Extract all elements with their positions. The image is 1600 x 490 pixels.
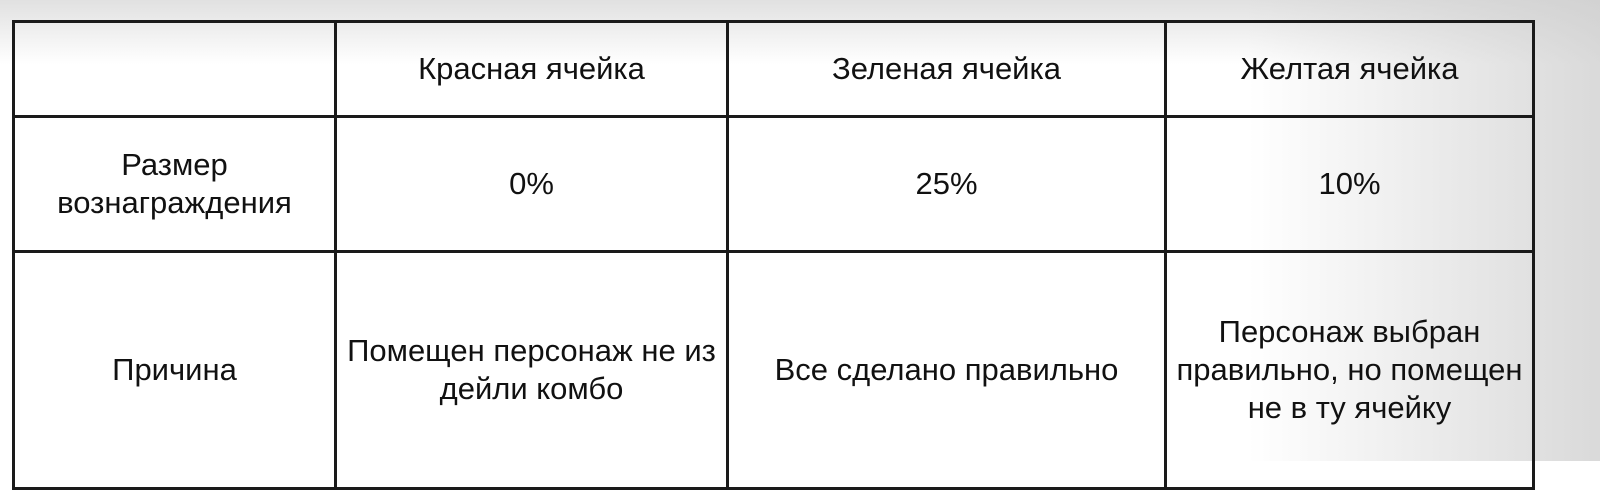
reward-table-container	[12, 20, 1532, 490]
row-label-reason: Причина	[14, 252, 336, 489]
reward-table	[12, 20, 1535, 490]
table-header-row	[14, 22, 1534, 117]
header-cell-empty	[14, 22, 336, 117]
cell-reward-size-green: 25%	[728, 117, 1166, 252]
header-cell-red: Красная ячейка	[336, 22, 728, 117]
cell-reward-size-red: 0%	[336, 117, 728, 252]
table-row	[14, 117, 1534, 252]
header-cell-green: Зеленая ячейка	[728, 22, 1166, 117]
cell-reward-size-yellow: 10%	[1166, 117, 1534, 252]
table-row	[14, 252, 1534, 489]
row-label-reward-size: Размер вознаграждения	[14, 117, 336, 252]
header-cell-yellow: Желтая ячейка	[1166, 22, 1534, 117]
cell-reason-yellow: Персонаж выбран правильно, но помещен не в ту ячейку	[1166, 252, 1534, 489]
cell-reason-red: Помещен персонаж не из дейли комбо	[336, 252, 728, 489]
cell-reason-green: Все сделано правильно	[728, 252, 1166, 489]
